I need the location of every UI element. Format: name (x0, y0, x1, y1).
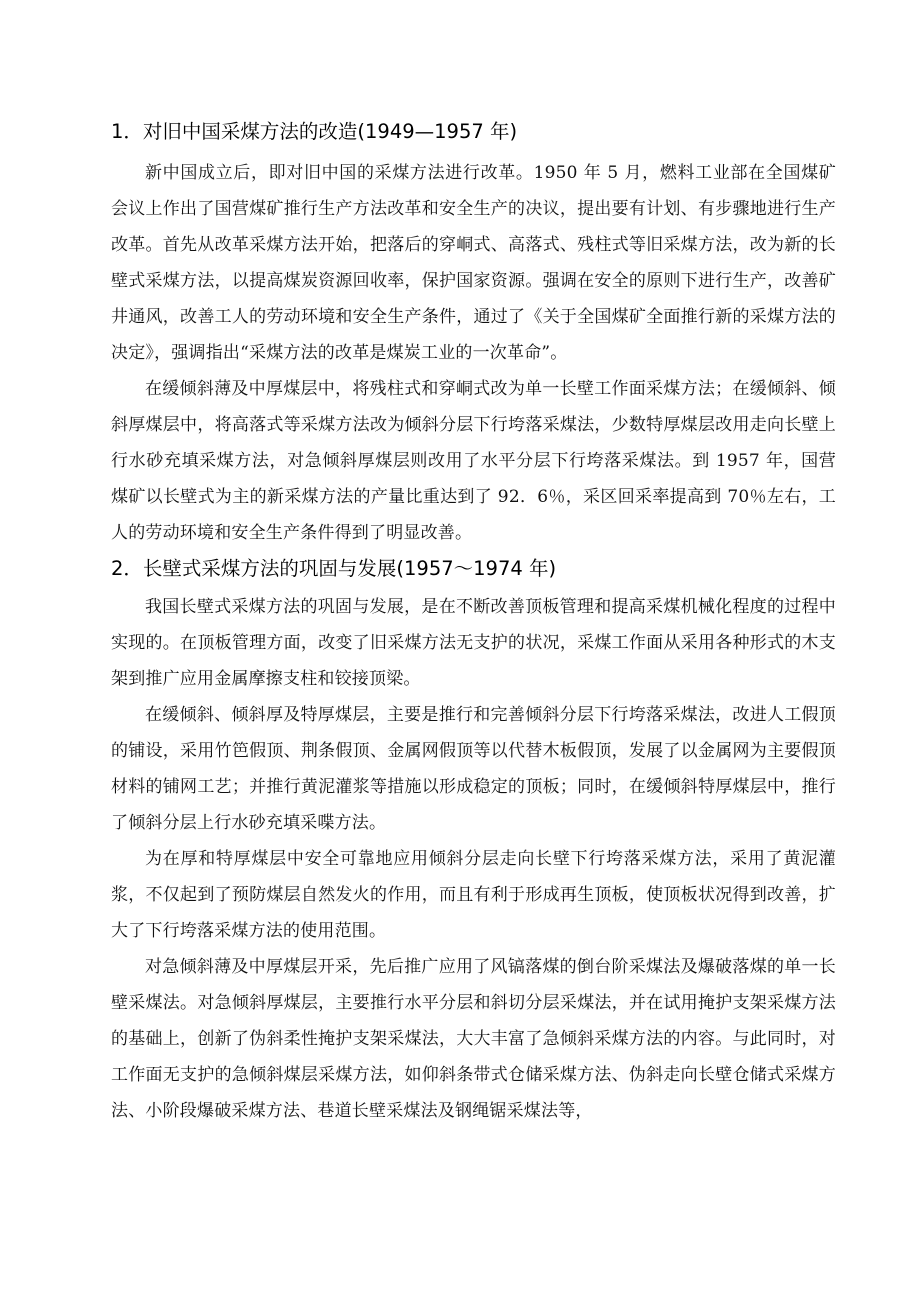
document-body (111, 116, 836, 1129)
section-1-paragraph-2: 在缓倾斜薄及中厚煤层中，将残柱式和穿峒式改为单一长壁工作面采煤方法；在缓倾斜、倾斜厚煤层中，将高落式等采煤方法改为倾斜分层下行垮落采煤法，少数特厚煤层改用走向长壁上行水砂充填采煤方法，对急倾斜厚煤层则改用了水平分层下行垮落采煤法。到 1957 年，国营煤矿以长壁式为主的新采煤方法的产量比重达到了 92．6％，采区回采率提高到 70％左右，工人的劳动环境和安全生产条件得到了明显改善。 (111, 379, 836, 543)
section-2-paragraph-1: 我国长壁式采煤方法的巩固与发展，是在不断改善顶板管理和提高采煤机械化程度的过程中实现的。在顶板管理方面，改变了旧采煤方法无支护的状况，采煤工作面从采用各种形式的木支架到推广应用金属摩擦支柱和铰接顶梁。 (111, 597, 836, 689)
section-1-paragraph-1: 新中国成立后，即对旧中国的采煤方法进行改革。1950 年 5 月，燃料工业部在全国煤矿会议上作出了国营煤矿推行生产方法改革和安全生产的决议，提出要有计划、有步骤地进行生产改革。首先从改革采煤方法开始，把落后的穿峒式、高落式、残柱式等旧采煤方法，改为新的长壁式采煤方法，以提高煤炭资源回收率，保护国家资源。强调在安全的原则下进行生产，改善矿井通风，改善工人的劳动环境和安全生产条件，通过了《关于全国煤矿全面推行新的采煤方法的决定》，强调指出“采煤方法的改革是煤炭工业的一次革命”。 (111, 163, 836, 363)
section-2-paragraph-2: 在缓倾斜、倾斜厚及特厚煤层，主要是推行和完善倾斜分层下行垮落采煤法，改进人工假顶的铺设，采用竹笆假顶、荆条假顶、金属网假顶等以代替木板假顶，发展了以金属网为主要假顶材料的铺网工艺；并推行黄泥灌浆等措施以形成稳定的顶板；同时，在缓倾斜特厚煤层中，推行了倾斜分层上行水砂充填采喋方法。 (111, 705, 836, 833)
section-1 (111, 116, 836, 551)
section-1-heading: 1．对旧中国采煤方法的改造(1949—1957 年) (111, 120, 518, 143)
section-2-paragraph-3: 为在厚和特厚煤层中安全可靠地应用倾斜分层走向长壁下行垮落采煤方法，采用了黄泥灌浆，不仅起到了预防煤层自然发火的作用，而且有利于形成再生顶板，使顶板状况得到改善，扩大了下行垮落采煤方法的使用范围。 (111, 849, 836, 941)
section-2 (111, 553, 836, 1129)
section-2-heading: 2．长壁式采煤方法的巩固与发展(1957～1974 年) (111, 557, 557, 580)
section-2-paragraph-4: 对急倾斜薄及中厚煤层开采，先后推广应用了风镐落煤的倒台阶采煤法及爆破落煤的单一长壁采煤法。对急倾斜厚煤层，主要推行水平分层和斜切分层采煤法，并在试用掩护支架采煤方法的基础上，创新了伪斜柔性掩护支架采煤法，大大丰富了急倾斜采煤方法的内容。与此同时，对工作面无支护的急倾斜煤层采煤方法，如仰斜条带式仓储采煤方法、伪斜走向长壁仓储式采煤方法、小阶段爆破采煤方法、巷道长壁采煤法及钢绳锯采煤法等， (111, 957, 836, 1121)
